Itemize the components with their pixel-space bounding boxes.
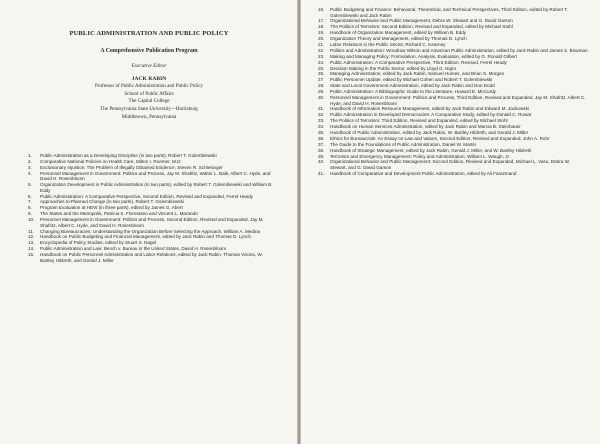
item-number: 17.	[318, 18, 325, 24]
item-text: Public Administration in Developed Democracies: A Comparative Study, edited by Donald C. Rowat	[330, 112, 532, 118]
series-list-item	[28, 240, 278, 246]
item-text: Public Administration and Law: Bench v. Bureau in the United States, David H. Rosenbloom	[40, 246, 227, 252]
item-number: 5.	[28, 182, 32, 188]
series-list-item	[28, 182, 278, 193]
affiliation-line: School of Public Affairs	[124, 90, 174, 97]
item-number: 3.	[28, 164, 32, 170]
item-text: Handbook of Strategic Management, edited by Jack Rabin, Gerald J. Miller, and W. Bartley Hildreth	[330, 147, 532, 153]
series-list-item	[318, 118, 588, 124]
item-number: 27.	[318, 77, 325, 83]
series-list-item	[28, 165, 278, 171]
item-number: 34.	[318, 124, 325, 130]
item-number: 16.	[318, 7, 325, 12]
item-text: Approaches to Planned Change (in two parts), Robert T. Golembiewski	[40, 199, 184, 205]
series-list-item	[318, 7, 588, 18]
item-number: 40.	[318, 159, 325, 165]
series-list-item	[28, 171, 278, 182]
series-list-item	[318, 48, 588, 54]
item-number: 4.	[28, 170, 32, 176]
series-list-item	[28, 211, 278, 217]
series-list-item	[28, 205, 278, 211]
series-list-left	[28, 153, 278, 264]
item-text: Decision Making in the Public Sector, edited by Lloyd G. Nigro	[330, 65, 457, 71]
item-number: 13.	[28, 240, 35, 246]
item-text: Personnel Management in Government: Politics and Process, Third Edition, Revised and Expanded, Jay M. Shafritz, Albert C. Hyde, and David H. Rosenbloom	[330, 95, 586, 106]
item-number: 15.	[28, 252, 35, 258]
item-text: Organizational Behavior and Public Management: Second Edition, Revised and Expanded, Michael L. Vasu, Debra W. Stewart, and G. David Garson	[330, 159, 570, 171]
item-text: The Politics of Terrorism: Third Edition, Revised and Expanded, edited by Michael Stohl	[330, 118, 508, 124]
item-number: 32.	[318, 112, 325, 118]
book-gutter	[297, 0, 301, 444]
item-number: 18.	[318, 24, 325, 30]
item-text: Making and Managing Policy: Formulation, Analysis, Evaluation, edited by G. Ronald Gilbert	[330, 53, 517, 59]
item-text: Handbook of Information Resource Management, edited by Jack Rabin and Edward M. Jackowski	[330, 106, 529, 112]
item-text: Terrorism and Emergency Management: Policy and Administration, William L. Waugh, Jr.	[330, 153, 511, 159]
series-list-item	[28, 234, 278, 240]
item-number: 33.	[318, 118, 325, 124]
series-list-item	[28, 159, 278, 165]
affiliation-line: The Capital College	[128, 98, 170, 105]
item-number: 7.	[28, 199, 32, 205]
series-list-item	[318, 124, 588, 130]
series-list-item	[28, 194, 278, 200]
series-list-item	[28, 153, 278, 159]
series-list-item	[318, 148, 588, 154]
series-list-item	[318, 36, 588, 42]
series-list-item	[318, 89, 588, 95]
item-text: Ethics for Bureaucrats: An Essay on Law and Values, Second Edition, Revised and Expanded, John A. Rohr	[330, 135, 550, 141]
item-text: Handbook of Organization Management, edited by William B. Eddy	[330, 30, 467, 36]
series-list-item	[318, 24, 588, 30]
item-text: Managing Administration, edited by Jack Rabin, Samuel Humes, and Brian S. Morgan	[330, 71, 505, 77]
item-number: 19.	[318, 30, 325, 36]
item-number: 26.	[318, 71, 325, 77]
item-text: Personnel Management in Government: Politics and Process, Jay M. Shafritz, Walter L. Balk, Albert C. Hyde, and David H. Rosenbloom	[40, 170, 271, 182]
item-number: 9.	[28, 211, 32, 217]
item-text: Handbook on Human Services Administration, edited by Jack Rabin and Marcia B. Steinhauer	[330, 124, 521, 130]
item-number: 14.	[28, 246, 35, 252]
item-number: 41.	[318, 170, 325, 176]
series-list-item	[318, 42, 588, 48]
item-text: Handbook on Public Budgeting and Financial Management, edited by Jack Rabin and Thomas D. Lynch	[40, 234, 251, 240]
item-number: 6.	[28, 193, 32, 199]
item-text: Program Evaluation at HEW (in three parts), edited by James G. Abert	[40, 205, 183, 211]
item-number: 8.	[28, 205, 32, 211]
right-page	[300, 0, 600, 444]
series-list-item	[318, 171, 588, 177]
item-text: Public Budgeting and Finance: Behavioral, Theoretical, and Technical Perspectives, Third Edition, edited by Robert T. Golembiewski and Jack Rabin	[330, 7, 568, 18]
series-list-item	[318, 18, 588, 24]
item-text: Public Administration: A Comparative Perspective, Second Edition, Revised and Expanded, Ferrel Heady	[40, 193, 253, 199]
item-text: Personnel Management in Government: Politics and Process, Second Edition, Revised and Expanded, Jay M. Shafritz, Albert C. Hyde, and David H. Rosenbloom	[40, 217, 264, 228]
item-text: Handbook on Public Personnel Administration and Labor Relations, edited by Jack Rabin, Thomas Vocino, W. Bartley Hildreth, and Gerald J. Miller	[40, 252, 263, 263]
affiliation-line: Professor of Public Administration and Public Policy	[94, 83, 204, 89]
item-number: 30.	[318, 95, 325, 101]
item-text: Public Administration as a Developing Discipline (in two parts), Robert T. Golembiewski	[40, 153, 217, 158]
item-number: 36.	[318, 135, 325, 141]
item-text: Organization Theory and Management, edited by Thomas D. Lynch	[330, 36, 467, 42]
item-number: 24.	[318, 59, 325, 65]
item-text: The Politics of Terrorism: Second Edition, Revised and Expanded, edited by Michael Stohl	[330, 24, 513, 30]
series-list-item	[28, 252, 278, 263]
series-list-item	[28, 199, 278, 205]
series-list-item	[318, 159, 588, 170]
item-number: 29.	[318, 89, 325, 95]
item-text: Organizational Behavior and Public Management, Debra W. Stewart and G. David Garson	[330, 18, 513, 24]
item-number: 23.	[318, 53, 325, 59]
series-list-item	[318, 83, 588, 89]
item-text: Public Administration: A Comparative Perspective, Third Edition, Revised, Ferrel Heady	[330, 59, 507, 65]
item-text: Organization Development in Public Administration (in two parts), edited by Robert T. Golembiewski and William B. Eddy	[40, 182, 273, 193]
item-text: Changing Bureaucracies: Understanding the Organization Before Selecting the Approach, William A. Medina	[40, 228, 261, 234]
item-number: 11.	[28, 228, 35, 234]
item-number: 28.	[318, 83, 325, 89]
series-title: PUBLIC ADMINISTRATION AND PUBLIC POLICY	[69, 30, 229, 37]
item-text: Public Administration: A Bibliographic Guide to the Literature, Howard E. McCurdy	[330, 89, 496, 95]
item-number: 35.	[318, 130, 325, 136]
series-list-item	[318, 106, 588, 112]
item-text: Handbook of Comparative and Development Public Administration, edited by Ali Farazmand	[330, 170, 517, 176]
editor-role: Executive Editor	[131, 63, 167, 69]
item-number: 25.	[318, 65, 325, 71]
series-list-item	[318, 112, 588, 118]
series-list-item	[318, 30, 588, 36]
item-text: State and Local Government Administration, edited by Jack Rabin and Don Dodd	[330, 83, 495, 89]
item-number: 10.	[28, 217, 35, 223]
item-number: 22.	[318, 47, 325, 53]
series-list-item	[318, 54, 588, 60]
item-number: 31.	[318, 106, 325, 112]
series-list-item	[318, 136, 588, 142]
series-list-item	[28, 229, 278, 235]
left-page	[0, 0, 298, 444]
series-list-item	[318, 71, 588, 77]
series-list-right	[318, 7, 588, 177]
item-text: Labor Relations in the Public Sector, Richard C. Kearney	[330, 42, 446, 47]
item-number: 20.	[318, 36, 325, 42]
series-list-item	[318, 142, 588, 148]
item-text: Comparative National Policies on Health Care, Milton I. Roemer, M.D.	[40, 158, 182, 164]
series-list-item	[318, 95, 588, 106]
editor-name: JACK RABIN	[131, 76, 167, 82]
item-text: The Guide to the Foundations of Public Administration, Daniel W. Martin	[330, 141, 477, 147]
item-number: 37.	[318, 141, 325, 147]
item-text: The States and the Metropolis, Patricia S. Florestano and Vincent L. Marando	[40, 211, 198, 217]
item-text: Public Personnel Update, edited by Michael Cohen and Robert T. Golembiewski	[330, 77, 493, 83]
series-list-item	[318, 77, 588, 83]
editor-affiliation	[0, 83, 298, 122]
series-list-item	[318, 66, 588, 72]
series-list-item	[28, 217, 278, 228]
affiliation-line: The Pennsylvania State University—Harrisburg	[100, 106, 198, 113]
item-number: 2.	[28, 158, 32, 164]
item-text: Handbook of Public Administration, edited by Jack Rabin, W. Bartley Hildreth, and Gerald J. Miller	[330, 130, 529, 136]
item-number: 39.	[318, 153, 325, 159]
series-list-item	[28, 246, 278, 252]
item-number: 1.	[28, 153, 32, 158]
series-list-item	[318, 130, 588, 136]
affiliation-line: Middletown, Pennsylvania	[121, 113, 177, 120]
item-text: Exclusionary Injustice: The Problem of Illegally Obtained Evidence, Steven R. Schlesinger	[40, 164, 223, 170]
series-list-item	[318, 154, 588, 160]
series-list-item	[318, 60, 588, 66]
item-number: 21.	[318, 42, 325, 47]
series-subtitle: A Comprehensive Publication Program	[100, 48, 198, 54]
item-text: Politics and Administration: Woodrow Wilson and American Public Administration, edited by Jack Rabin and James S. Bowman	[330, 47, 588, 53]
item-text: Encyclopedia of Policy Studies, edited by Stuart S. Nagel	[40, 240, 157, 246]
item-number: 38.	[318, 147, 325, 153]
item-number: 12.	[28, 234, 35, 240]
